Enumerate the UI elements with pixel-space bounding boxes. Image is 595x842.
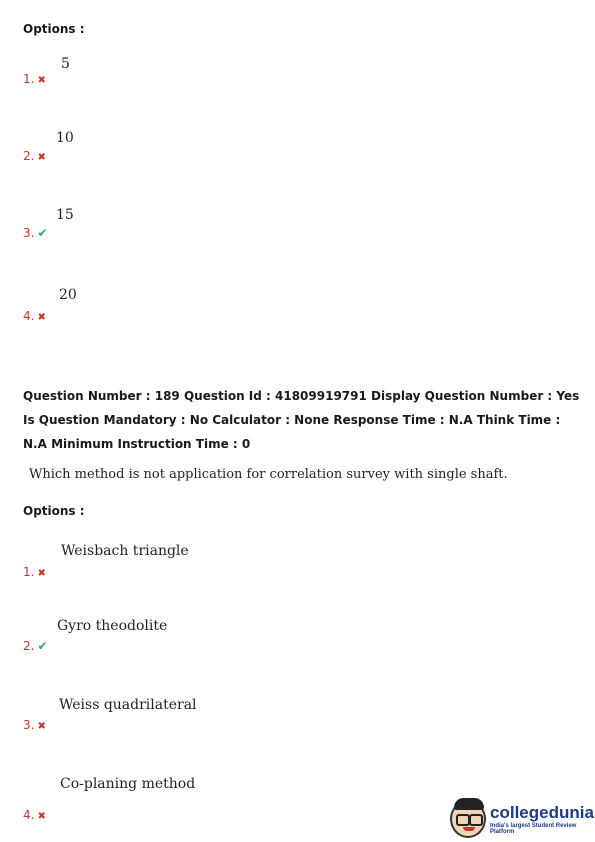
cross-icon: ✖ bbox=[37, 312, 46, 323]
mascot-icon bbox=[450, 800, 486, 838]
cross-icon: ✖ bbox=[37, 568, 46, 579]
option-number: 3. ✖ bbox=[23, 718, 46, 732]
logo-brand: collegedunia bbox=[490, 803, 594, 822]
check-icon: ✔ bbox=[37, 639, 48, 653]
option-value: 5 bbox=[61, 56, 70, 72]
cross-icon: ✖ bbox=[37, 811, 46, 822]
option-value: Co-planing method bbox=[60, 776, 196, 792]
question-text: Which method is not application for correlation survey with single shaft. bbox=[29, 467, 508, 482]
collegedunia-logo bbox=[450, 800, 595, 838]
options-heading: Options : bbox=[23, 504, 85, 518]
options-heading: Options : bbox=[23, 22, 85, 36]
question-metadata: Question Number : 189 Question Id : 41809919791 Display Question Number : Yes Is Question Mandatory : No Calculator : None Response Time : N.A Think Time : N.A Minimum Instruction Time : 0 bbox=[23, 389, 580, 451]
option-number: 2. ✖ bbox=[23, 149, 46, 163]
option-value: 10 bbox=[56, 130, 74, 146]
option-value: Gyro theodolite bbox=[57, 618, 168, 634]
option-number: 4. ✖ bbox=[23, 808, 46, 822]
option-value: 20 bbox=[59, 287, 77, 303]
option-value: 15 bbox=[56, 207, 74, 223]
check-icon: ✔ bbox=[37, 226, 48, 240]
option-number: 1. ✖ bbox=[23, 565, 46, 579]
option-number: 4. ✖ bbox=[23, 309, 46, 323]
option-number: 3. ✔ bbox=[23, 226, 48, 240]
option-number: 2. ✔ bbox=[23, 639, 48, 653]
option-value: Weisbach triangle bbox=[61, 543, 189, 559]
cross-icon: ✖ bbox=[37, 721, 46, 732]
cross-icon: ✖ bbox=[37, 75, 46, 86]
option-number: 1. ✖ bbox=[23, 72, 46, 86]
logo-tagline: India's largest Student Review Platform bbox=[490, 823, 577, 835]
option-value: Weiss quadrilateral bbox=[59, 697, 197, 713]
cross-icon: ✖ bbox=[37, 152, 46, 163]
